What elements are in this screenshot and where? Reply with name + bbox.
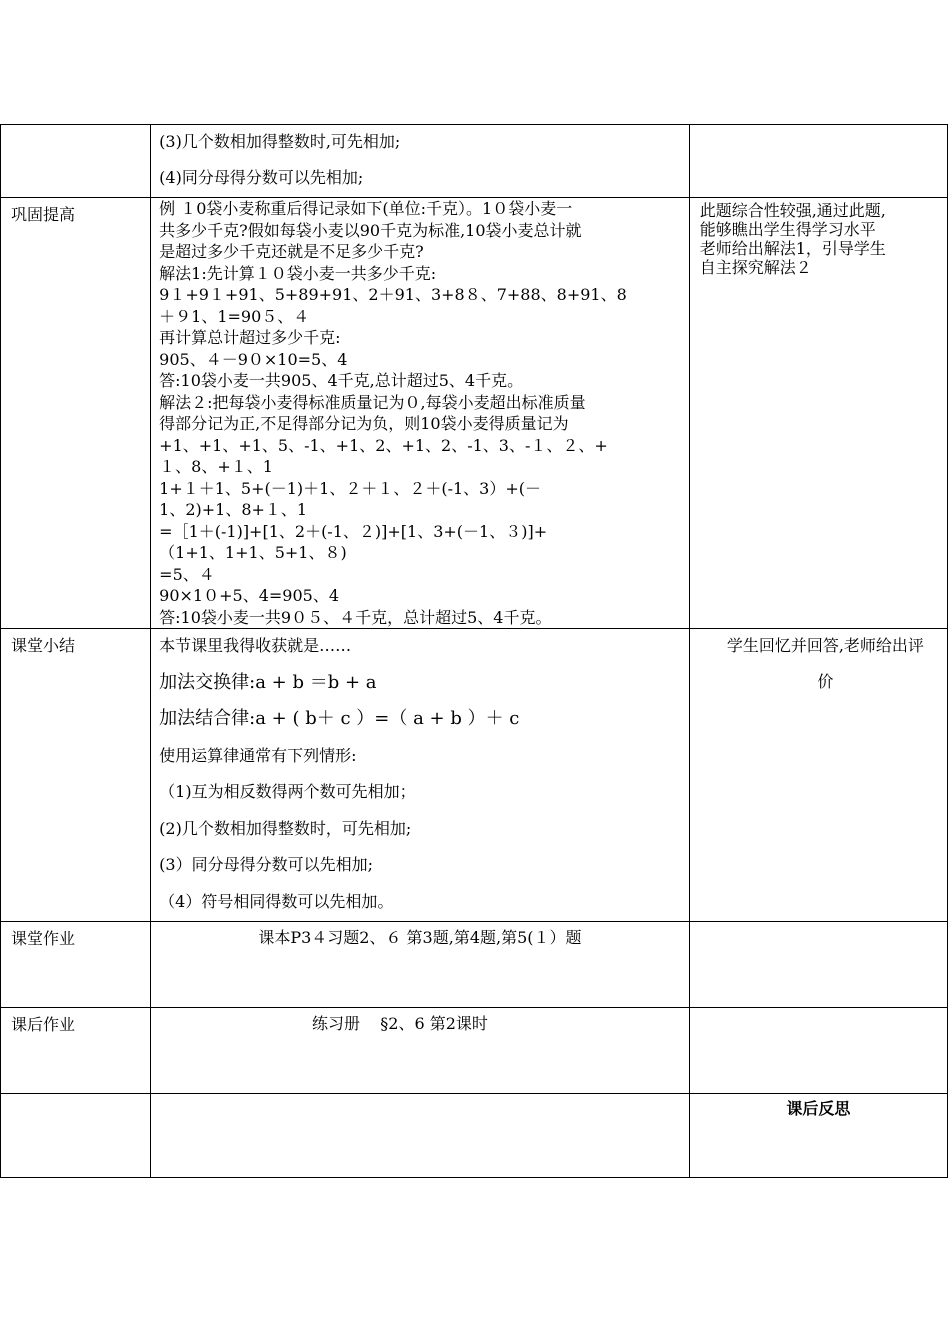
table-row [1, 629, 948, 922]
content-line: 是超过多少千克还就是不足多少千克? [159, 242, 424, 261]
row-content-cell [151, 198, 690, 629]
content-line: 加法交换律:a + b ＝b + a [159, 671, 377, 693]
content-line: ＋９1、1=90５、４ [159, 306, 310, 326]
content-line: 90×1０+5、4=905、4 [159, 586, 339, 605]
content-line: (3)几个数相加得整数时,可先相加; [159, 132, 401, 151]
content-line: 905、４－9０×10=5、4 [159, 349, 348, 369]
content-line: =5、４ [159, 564, 215, 584]
content-line: 1+１＋1、5+(－1)＋1、２＋１、２＋(-1、3）+(－ [159, 478, 542, 498]
content-line: 例 １0袋小麦称重后得记录如下(单位:千克）。1０袋小麦一 [159, 199, 573, 218]
note-line: 自主探究解法２ [699, 258, 812, 277]
content-line: 共多少千克?假如每袋小麦以90千克为标准,10袋小麦总计就 [159, 220, 582, 240]
note-line: 能够瞧出学生得学习水平 [699, 220, 876, 239]
row-content-cell [151, 629, 690, 922]
row-label-cell: 课堂小结 [1, 629, 151, 922]
content-line: 答:10袋小麦一共9０５、４千克，总计超过5、4千克。 [159, 607, 552, 627]
content-line: （4）符号相同得数可以先相加。 [159, 891, 394, 911]
content-line: 1、2)+1、8+１、1 [159, 500, 308, 519]
note-line: 价 [817, 672, 834, 691]
content-line: 练习册 §2、6 第2课时 [311, 1014, 488, 1033]
row-label-cell: 巩固提高 [1, 198, 151, 629]
row-note-cell [689, 125, 947, 198]
note-line: 学生回忆并回答,老师给出评 [726, 636, 924, 655]
content-line: (3）同分母得分数可以先相加; [159, 855, 373, 874]
lesson-plan-table [0, 124, 948, 1178]
row-content-cell [151, 1008, 690, 1094]
note-line: 老师给出解法1，引导学生 [699, 239, 886, 258]
row-note-cell [689, 1008, 947, 1094]
row-note-cell [689, 922, 947, 1008]
content-line: 加法结合律:a + ( b＋ c ）=（ a + b ）＋ c [159, 708, 520, 729]
row-label-cell: 课堂作业 [1, 922, 151, 1008]
content-line: 得部分记为正,不足得部分记为负，则10袋小麦得质量记为 [159, 414, 569, 433]
content-line: =［1＋(-1)]+[1、2＋(-1、２)]+[1、3+(－1、３)]+ [159, 521, 548, 541]
content-line: (4)同分母得分数可以先相加; [159, 168, 364, 187]
row-content-cell [151, 1094, 690, 1178]
row-label-cell [1, 1094, 151, 1178]
content-line: 使用运算律通常有下列情形: [159, 745, 357, 765]
content-line: （1+1、1+1、5+1、８) [159, 543, 347, 562]
table-row [1, 922, 948, 1008]
content-line: 9１+9１+91、5+89+91、2＋91、3+8８、7+88、8+91、8 [159, 285, 627, 304]
table-row [1, 1008, 948, 1094]
row-content-cell [151, 922, 690, 1008]
row-note-cell [689, 629, 947, 922]
content-line: 课本P3４习题2、６ 第3题,第4题,第5(１）题 [258, 928, 582, 947]
content-line: 本节课里我得收获就是…… [159, 636, 352, 655]
reflection-heading: 课后反思 [786, 1099, 851, 1118]
content-line: 解法1:先计算１０袋小麦一共多少千克: [159, 263, 437, 283]
table-row [1, 198, 948, 629]
row-content-cell [151, 125, 690, 198]
content-line: １、8、+１、1 [159, 457, 273, 476]
row-label-cell [1, 125, 151, 198]
table-row [1, 1094, 948, 1178]
content-line: 解法２:把每袋小麦得标准质量记为０,每袋小麦超出标准质量 [159, 392, 586, 412]
content-line: （1)互为相反数得两个数可先相加； [159, 782, 416, 801]
row-note-cell [689, 198, 947, 629]
table-row [1, 125, 948, 198]
note-line: 此题综合性较强,通过此题, [699, 201, 886, 220]
content-line: +1、+1、+1、5、-1、+1、2、+1、2、-1、3、-１、２、+ [159, 435, 608, 455]
content-line: 答:10袋小麦一共905、4千克,总计超过5、4千克。 [159, 371, 524, 390]
content-line: 再计算总计超过多少千克: [159, 328, 341, 347]
row-label-cell: 课后作业 [1, 1008, 151, 1094]
row-note-cell [689, 1094, 947, 1178]
content-line: (2)几个数相加得整数时，可先相加; [159, 818, 412, 838]
